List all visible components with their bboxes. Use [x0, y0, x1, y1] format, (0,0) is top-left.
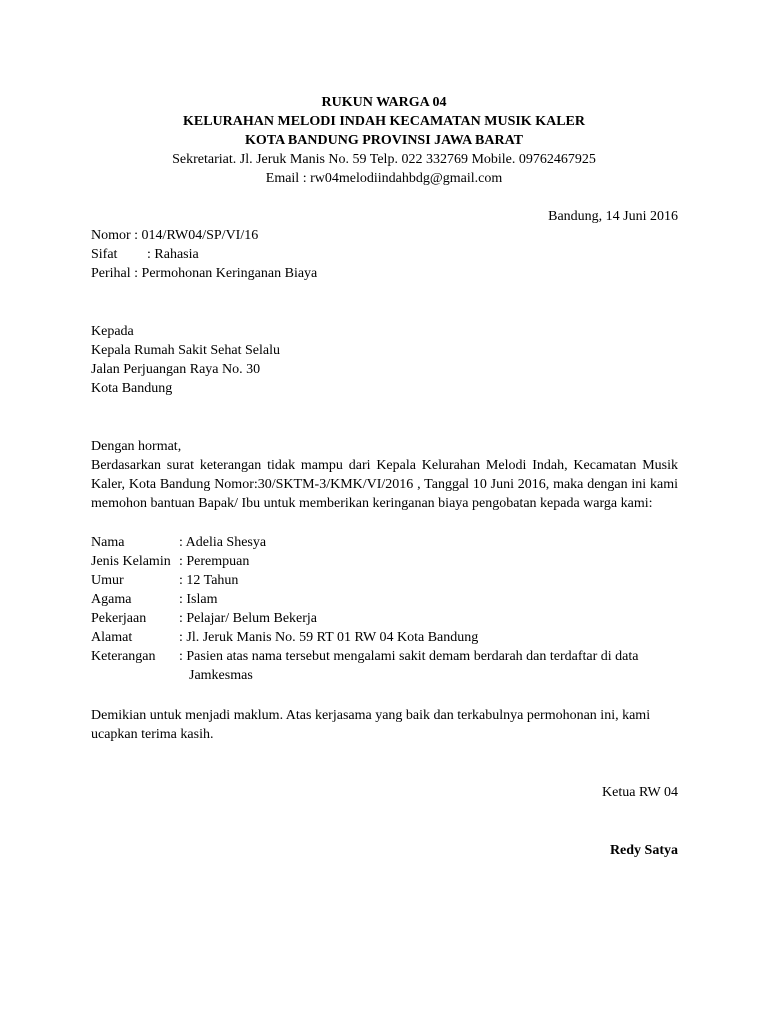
patient-value: : Pasien atas nama tersebut mengalami sakit demam berdarah dan terdaftar di data Jamkesmas — [179, 649, 639, 683]
letter-date: Bandung, 14 Juni 2016 — [548, 209, 678, 224]
patient-value: : Islam — [179, 592, 218, 607]
patient-value: : Adelia Shesya — [179, 535, 267, 550]
letterhead-email: Email : rw04melodiindahbdg@gmail.com — [265, 171, 503, 186]
signatory-name: Redy Satya — [609, 843, 678, 858]
salutation-text: Dengan hormat, — [91, 439, 182, 454]
patient-label: Pekerjaan — [91, 611, 147, 626]
patient-value: : Jl. Jeruk Manis No. 59 RT 01 RW 04 Kota Bandung — [179, 630, 479, 645]
patient-details — [91, 533, 678, 685]
patient-row-name — [91, 533, 678, 552]
salutation — [91, 437, 678, 456]
letter-subject: Perihal : Permohonan Keringanan Biaya — [91, 266, 318, 281]
letterhead-org: RUKUN WARGA 04 — [321, 95, 447, 110]
letterhead-kelurahan: KELURAHAN MELODI INDAH KECAMATAN MUSIK KALER — [182, 114, 585, 129]
patient-row-address — [91, 628, 678, 647]
letterhead — [0, 93, 768, 188]
patient-value: : Perempuan — [179, 554, 250, 569]
body-paragraph: Berdasarkan surat keterangan tidak mampu dari Kepala Kelurahan Melodi Indah, Kecamatan Musik Kaler, Kota Bandung Nomor:30/SKTM-3/KMK/VI/2016 , Tanggal 10 Juni 2016, maka dengan ini kami memohon bantuan Bapak/ Ibu untuk memberikan keringanan biaya pengobatan kepada warga kami: — [91, 458, 678, 511]
recipient-block — [91, 322, 678, 398]
recipient-greeting: Kepada — [91, 324, 134, 339]
patient-value: : 12 Tahun — [179, 573, 239, 588]
patient-row-religion — [91, 590, 678, 609]
closing-paragraph: Demikian untuk menjadi maklum. Atas kerjasama yang baik dan terkabulnya permohonan ini, kami ucapkan terima kasih. — [91, 708, 651, 742]
letter-meta — [91, 226, 678, 283]
letter-nature — [91, 245, 678, 264]
patient-row-gender — [91, 552, 678, 571]
recipient-street: Jalan Perjuangan Raya No. 30 — [91, 362, 261, 377]
letter-nature-label: Sifat — [91, 247, 118, 262]
recipient-name: Kepala Rumah Sakit Sehat Selalu — [91, 343, 280, 358]
letter-number: Nomor : 014/RW04/SP/VI/16 — [91, 228, 259, 243]
patient-label: Nama — [91, 535, 125, 550]
signatory-title: Ketua RW 04 — [602, 785, 678, 800]
patient-label: Alamat — [91, 630, 133, 645]
recipient-city: Kota Bandung — [91, 381, 173, 396]
letterhead-city: KOTA BANDUNG PROVINSI JAWA BARAT — [245, 133, 523, 148]
patient-row-note — [91, 647, 678, 685]
letterhead-address: Sekretariat. Jl. Jeruk Manis No. 59 Telp. 022 332769 Mobile. 09762467925 — [172, 152, 596, 167]
patient-label: Agama — [91, 592, 132, 607]
patient-row-age — [91, 571, 678, 590]
patient-label: Jenis Kelamin — [91, 554, 171, 569]
patient-label: Keterangan — [91, 649, 156, 664]
letter-nature-value: : Rahasia — [147, 247, 199, 262]
patient-label: Umur — [91, 573, 124, 588]
patient-row-occupation — [91, 609, 678, 628]
patient-value: : Pelajar/ Belum Bekerja — [179, 611, 318, 626]
